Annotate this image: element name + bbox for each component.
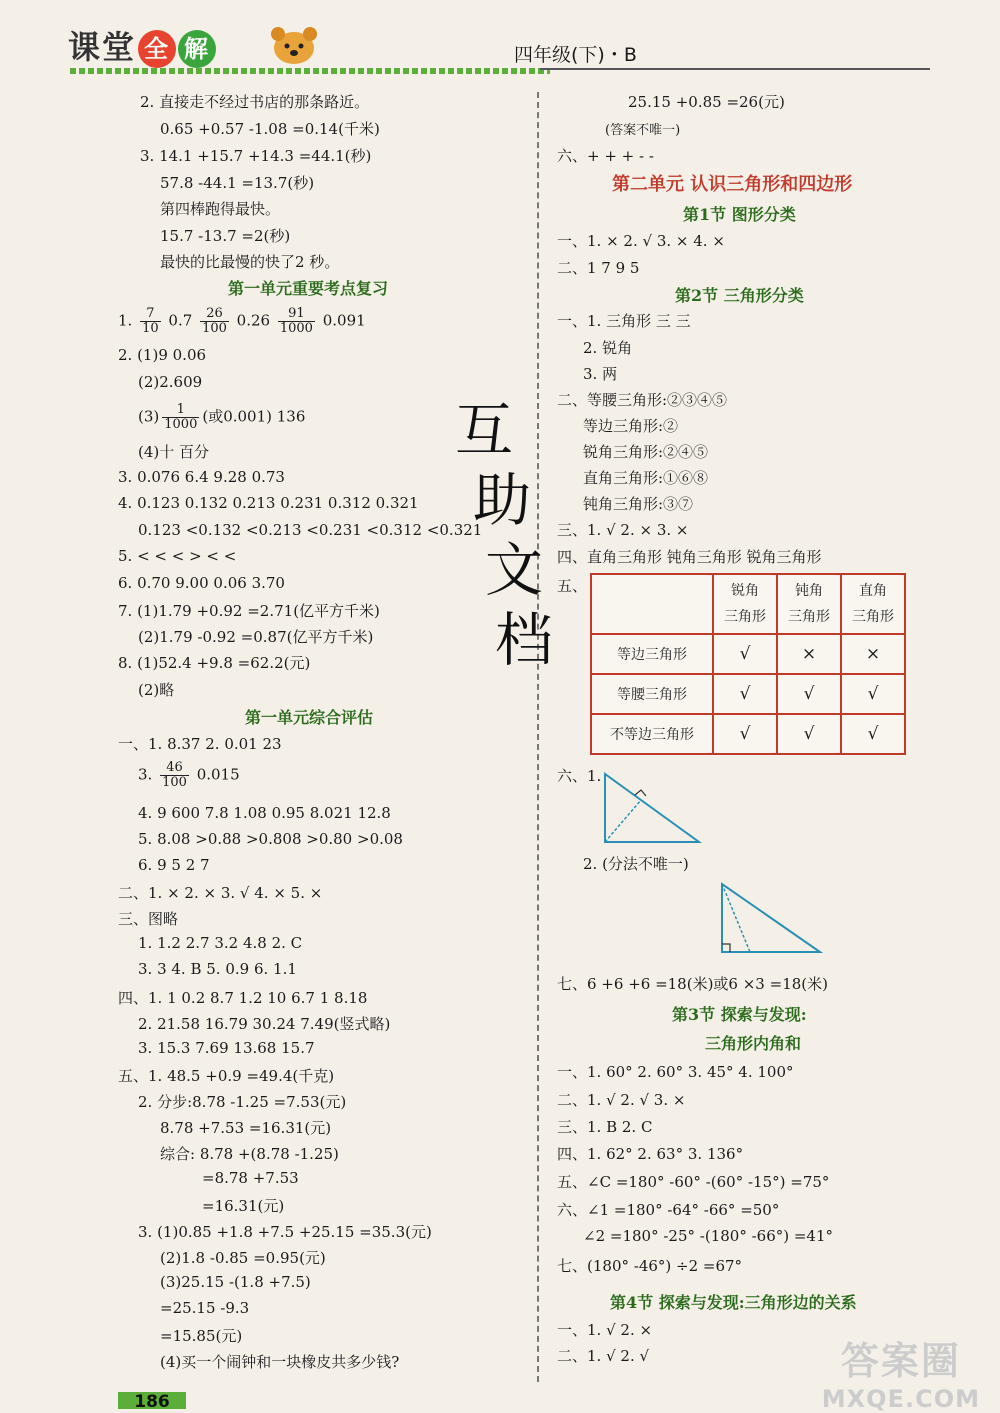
answer-line: 57.8 -44.1 =13.7(秒) xyxy=(160,174,315,192)
fraction-numerator: 1 xyxy=(162,403,199,418)
answer-line: 综合: 8.78 +(8.78 -1.25) xyxy=(160,1145,339,1163)
bear-mascot-icon xyxy=(268,22,320,66)
header-line: 三角形 xyxy=(788,609,830,625)
answer-line: (3)25.15 -(1.8 +7.5) xyxy=(160,1273,311,1291)
fraction xyxy=(160,761,189,790)
answer-line: 一、1. 8.37 2. 0.01 23 xyxy=(118,735,282,753)
triangle-classification-table xyxy=(590,573,906,755)
answer-value: (或0.001) 136 xyxy=(202,407,306,426)
table-cell: √ xyxy=(777,714,841,754)
watermark-url: MXQE.COM xyxy=(821,1385,980,1413)
answer-line: 4. 0.123 0.132 0.213 0.231 0.312 0.321 xyxy=(118,494,419,512)
table-header-cell xyxy=(713,574,777,634)
logo-badge-1: 全 xyxy=(138,30,176,68)
answer-line: 七、(180° -46°) ÷2 =67° xyxy=(557,1257,743,1275)
answer-line: 一、1. √ 2. × xyxy=(557,1321,653,1339)
section-heading: 第3节 探索与发现: xyxy=(672,1005,807,1024)
answer-line: 一、1. × 2. √ 3. × 4. × xyxy=(557,232,725,250)
table-corner-cell xyxy=(591,574,713,634)
table-cell: × xyxy=(841,634,905,674)
handwritten-char: 档 xyxy=(495,606,554,674)
answer-line-fraction xyxy=(138,761,240,790)
answer-line: 7. (1)1.79 +0.92 =2.71(亿平方千米) xyxy=(118,602,380,620)
table-cell: √ xyxy=(713,634,777,674)
answer-line: 2. 锐角 xyxy=(583,339,633,357)
table-cell: √ xyxy=(713,674,777,714)
table-row xyxy=(591,714,905,754)
answer-line: =16.31(元) xyxy=(202,1197,285,1215)
answer-line: 四、1. 62° 2. 63° 3. 136° xyxy=(557,1145,744,1163)
answer-line: 最快的比最慢的快了2 秒。 xyxy=(160,253,340,271)
table-row xyxy=(591,674,905,714)
header-line: 三角形 xyxy=(852,609,894,625)
page-number: 186 xyxy=(118,1392,186,1409)
answer-line-fraction xyxy=(138,403,305,432)
answer-line: 五、1. 48.5 +0.9 =49.4(千克) xyxy=(118,1067,335,1085)
answer-line: 3. (1)0.85 +1.8 +7.5 +25.15 =35.3(元) xyxy=(138,1223,432,1241)
answer-line: 6. 9 5 2 7 xyxy=(138,856,210,874)
answer-line: 6. 0.70 9.00 0.06 3.70 xyxy=(118,574,285,592)
table-header-cell xyxy=(841,574,905,634)
table-row xyxy=(591,634,905,674)
answer-line: 5. < < < > < < xyxy=(118,547,237,565)
answer-line: 等边三角形:② xyxy=(583,417,679,435)
answer-line: 一、1. 60° 2. 60° 3. 45° 4. 100° xyxy=(557,1063,794,1081)
header-green-bar xyxy=(70,68,550,74)
table-cell: √ xyxy=(841,674,905,714)
answer-note: (答案不唯一) xyxy=(605,123,681,138)
fraction-denominator: 100 xyxy=(202,321,227,336)
fraction xyxy=(200,307,229,336)
answer-line: 二、1. × 2. × 3. √ 4. × 5. × xyxy=(118,884,323,902)
sub-item-number: (3) xyxy=(138,407,160,426)
answer-line: (2)1.8 -0.85 =0.95(元) xyxy=(160,1249,326,1267)
logo xyxy=(68,22,216,68)
section-heading: 第2节 三角形分类 xyxy=(675,286,804,305)
header-line: 锐角 xyxy=(731,583,759,599)
answer-line: 五、 xyxy=(557,577,588,595)
answer-line: 三、1. B 2. C xyxy=(557,1118,653,1136)
answer-line: (4)买一个闹钟和一块橡皮共多少钱? xyxy=(160,1353,400,1371)
answer-line: 2. (1)9 0.06 xyxy=(118,346,207,364)
item-number: 3. xyxy=(138,765,153,784)
right-angle-mark xyxy=(722,944,730,952)
triangle-diagram-1 xyxy=(595,770,705,846)
answer-line: 8.78 +7.53 =16.31(元) xyxy=(160,1119,332,1137)
answer-line: (2)1.79 -0.92 =0.87(亿平方千米) xyxy=(138,628,374,646)
table-header-cell xyxy=(777,574,841,634)
watermark-title: 答案圈 xyxy=(840,1339,961,1383)
fraction xyxy=(278,307,315,336)
fraction-denominator: 100 xyxy=(162,775,187,790)
triangle-outline xyxy=(605,774,699,842)
answer-line: 3. 0.076 6.4 9.28 0.73 xyxy=(118,468,285,486)
fraction-numerator: 7 xyxy=(140,307,161,322)
answer-line: 锐角三角形:②④⑤ xyxy=(583,443,709,461)
section-heading: 三角形内角和 xyxy=(705,1034,802,1053)
answer-line: 4. 9 600 7.8 1.08 0.95 8.021 12.8 xyxy=(138,804,391,822)
answer-line: 三、1. √ 2. × 3. × xyxy=(557,521,689,539)
fraction-numerator: 26 xyxy=(200,307,229,322)
grade-label: 四年级(下)・B xyxy=(514,44,637,66)
table-cell: √ xyxy=(713,714,777,754)
handwritten-char: 助 xyxy=(473,466,532,534)
handwritten-char: 互 xyxy=(455,396,514,464)
answer-line: =25.15 -9.3 xyxy=(160,1299,250,1317)
answer-line: 第四棒跑得最快。 xyxy=(160,200,281,218)
answer-line: 3. 3 4. B 5. 0.9 6. 1.1 xyxy=(138,960,297,978)
section-heading: 第4节 探索与发现:三角形边的关系 xyxy=(610,1293,857,1312)
section-heading: 第一单元重要考点复习 xyxy=(228,279,389,298)
answer-line: 5. 8.08 >0.88 >0.808 >0.80 >0.08 xyxy=(138,830,403,848)
answer-line: 25.15 +0.85 =26(元) xyxy=(628,93,785,111)
answer-line: 四、直角三角形 钝角三角形 锐角三角形 xyxy=(557,548,822,566)
answer-line: 8. (1)52.4 +9.8 =62.2(元) xyxy=(118,654,311,672)
answer-line: 钝角三角形:③⑦ xyxy=(583,495,694,513)
item-number: 1. xyxy=(118,311,133,330)
answer-line: 一、1. 三角形 三 三 xyxy=(557,312,691,330)
fraction-denominator: 10 xyxy=(142,321,159,336)
watermark xyxy=(822,1330,980,1413)
logo-badge-2: 解 xyxy=(178,30,216,68)
fraction-numerator: 91 xyxy=(278,307,315,322)
fraction xyxy=(140,307,161,336)
triangle-diagram-2 xyxy=(712,880,824,956)
page-header xyxy=(0,0,1000,76)
row-label: 等边三角形 xyxy=(591,634,713,674)
answer-line: 直角三角形:①⑥⑧ xyxy=(583,469,709,487)
table-header-row xyxy=(591,574,905,634)
handwritten-annotation xyxy=(455,395,555,675)
answer-line: 三、图略 xyxy=(118,910,179,928)
answer-value: 0.26 xyxy=(236,311,271,330)
answer-line: 六、+ + + - - xyxy=(557,147,654,165)
answer-line: 0.123 <0.132 <0.213 <0.231 <0.312 <0.321 xyxy=(138,521,483,539)
answer-line: 15.7 -13.7 =2(秒) xyxy=(160,227,291,245)
answer-line: (4)十 百分 xyxy=(138,443,210,461)
table-cell: √ xyxy=(777,674,841,714)
answer-line: 2. 直接走不经过书店的那条路近。 xyxy=(140,93,370,111)
answer-line: 3. 两 xyxy=(583,365,618,383)
logo-text: 课堂 xyxy=(68,28,137,66)
header-line: 钝角 xyxy=(795,583,823,599)
answer-line: =15.85(元) xyxy=(160,1327,243,1345)
column-divider xyxy=(537,92,539,1382)
answer-line: (2)略 xyxy=(138,681,175,699)
answer-line: 3. 15.3 7.69 13.68 15.7 xyxy=(138,1039,315,1057)
answer-line: 二、1. √ 2. √ 3. × xyxy=(557,1091,686,1109)
answer-line: 1. 1.2 2.7 3.2 4.8 2. C xyxy=(138,934,303,952)
answer-line: 七、6 +6 +6 =18(米)或6 ×3 =18(米) xyxy=(557,975,828,993)
fraction xyxy=(162,403,199,432)
answer-line: 二、等腰三角形:②③④⑤ xyxy=(557,391,728,409)
header-rule xyxy=(540,68,930,70)
answer-line: 六、1. xyxy=(557,767,602,785)
right-angle-mark xyxy=(635,790,646,796)
answer-line: 四、1. 1 0.2 8.7 1.2 10 6.7 1 8.18 xyxy=(118,989,368,1007)
altitude-line xyxy=(605,800,641,842)
row-label: 等腰三角形 xyxy=(591,674,713,714)
fraction-denominator: 1000 xyxy=(279,321,313,336)
answer-line: 3. 14.1 +15.7 +14.3 =44.1(秒) xyxy=(140,147,372,165)
answer-line: 2. 分步:8.78 -1.25 =7.53(元) xyxy=(138,1093,347,1111)
header-line: 直角 xyxy=(859,583,887,599)
answer-value: 0.015 xyxy=(196,765,240,784)
answer-value: 0.7 xyxy=(168,311,193,330)
table-cell: × xyxy=(777,634,841,674)
section-heading: 第一单元综合评估 xyxy=(245,708,374,727)
answer-line: 二、1. √ 2. √ xyxy=(557,1347,650,1365)
answer-value: 0.091 xyxy=(322,311,366,330)
section-heading: 第1节 图形分类 xyxy=(683,205,796,224)
handwritten-char: 文 xyxy=(485,536,544,604)
header-line: 三角形 xyxy=(724,609,766,625)
answer-line: 五、∠C =180° -60° -(60° -15°) =75° xyxy=(557,1173,830,1191)
row-label: 不等边三角形 xyxy=(591,714,713,754)
answer-line: 2. (分法不唯一) xyxy=(583,855,689,873)
answer-line: ∠2 =180° -25° -(180° -66°) =41° xyxy=(583,1227,834,1245)
answer-line: 六、∠1 =180° -64° -66° =50° xyxy=(557,1201,780,1219)
fraction-numerator: 46 xyxy=(160,761,189,776)
answer-line: 二、1 7 9 5 xyxy=(557,259,640,277)
table-cell: √ xyxy=(841,714,905,754)
fraction-denominator: 1000 xyxy=(164,417,198,432)
answer-line: 2. 21.58 16.79 30.24 7.49(竖式略) xyxy=(138,1015,391,1033)
unit-heading: 第二单元 认识三角形和四边形 xyxy=(612,174,853,195)
answer-line: (2)2.609 xyxy=(138,373,203,391)
answer-line: =8.78 +7.53 xyxy=(202,1169,299,1187)
answer-line-fractions xyxy=(118,307,366,336)
answer-line: 0.65 +0.57 -1.08 =0.14(千米) xyxy=(160,120,380,138)
